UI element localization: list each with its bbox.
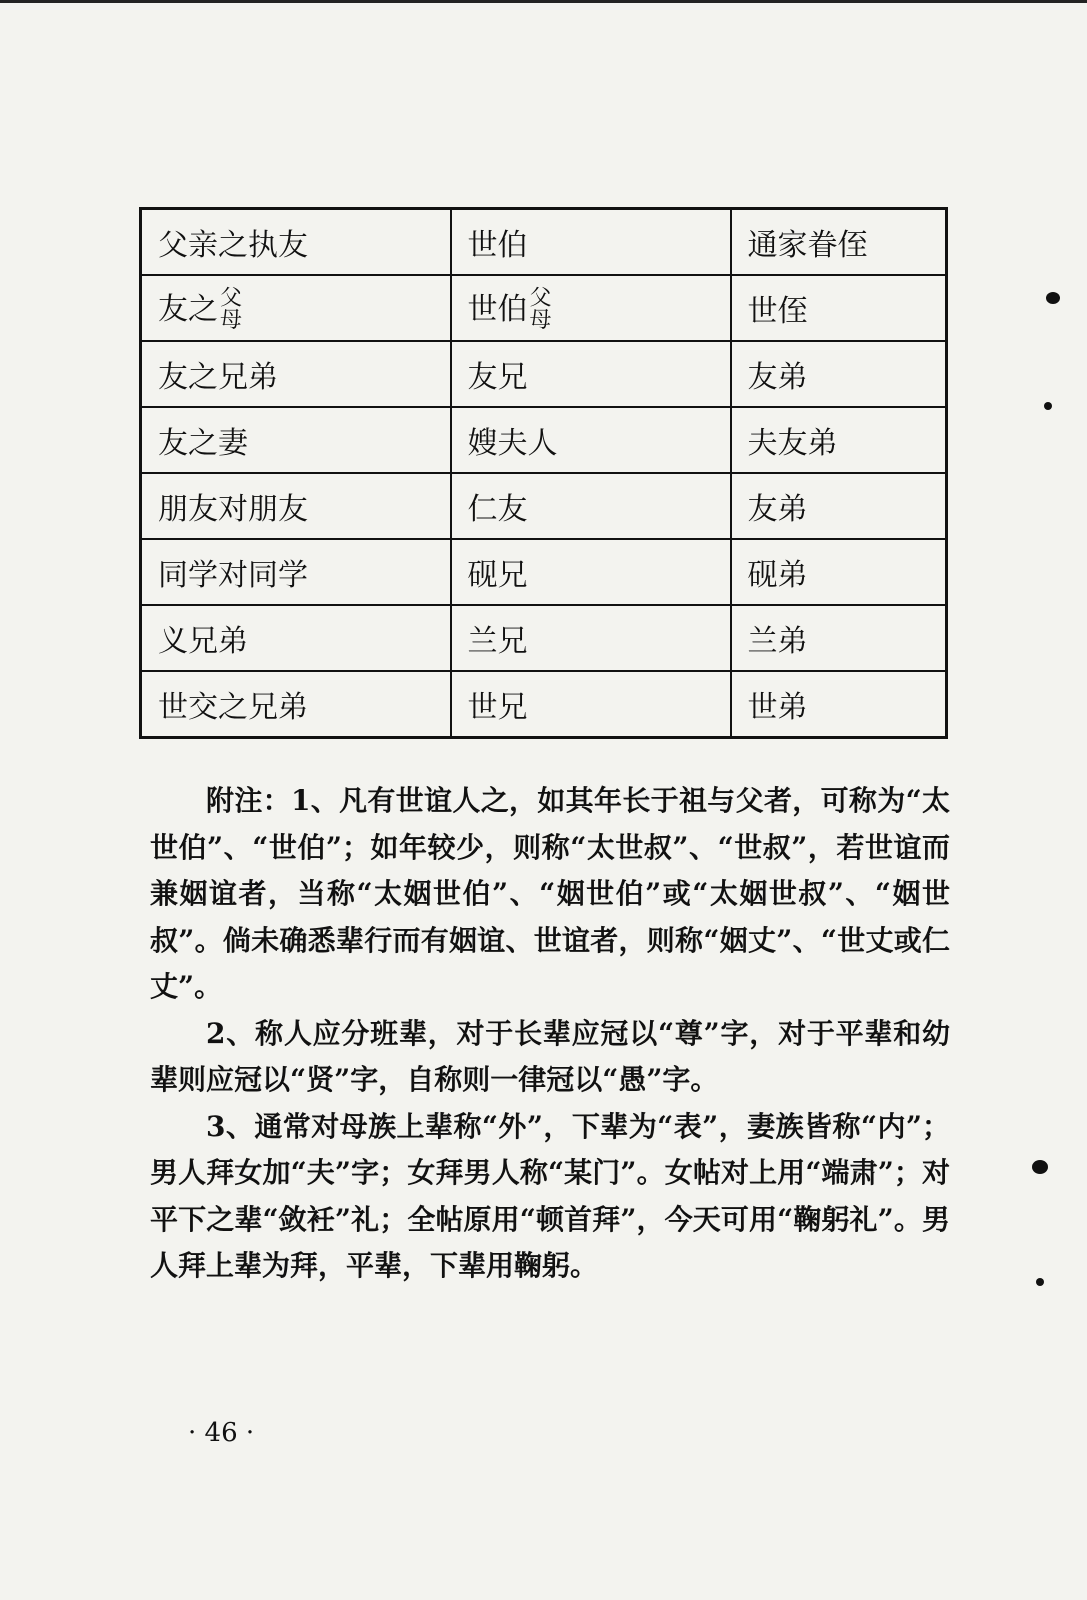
relation-cell: 父亲之执友: [141, 209, 451, 276]
address-term-text: 世伯: [467, 291, 528, 327]
scan-speck: [1032, 1160, 1048, 1174]
note-paragraph-1: 附注：1、凡有世谊人之，如其年长于祖与父者，可称为“太世伯”、“世伯”；如年较少，则称“太世叔”、“世叔”，若世谊而兼姻谊者，当称“太姻世伯”、“姻世伯”或“太姻世叔”、“姻世叔”。倘未确悉辈行而有姻谊、世谊者，则称“姻丈”、“世丈或仁丈”。: [150, 784, 950, 1003]
table-row: [141, 605, 947, 671]
note-paragraph-2: 2、称人应分班辈，对于长辈应冠以“尊”字，对于平辈和幼辈则应冠以“贤”字，自称则一律冠以“愚”字。: [150, 1016, 950, 1096]
address-term-cell: 世伯: [451, 209, 731, 276]
table-row: [141, 539, 947, 605]
self-term-cell: 砚弟: [731, 539, 947, 605]
address-term-cell: [451, 275, 731, 341]
self-term-cell: 友弟: [731, 473, 947, 539]
table-row: [141, 473, 947, 539]
address-term-cell: 世兄: [451, 671, 731, 738]
address-term-cell: 兰兄: [451, 605, 731, 671]
self-term-cell: 夫友弟: [731, 407, 947, 473]
relation-cell: 同学对同学: [141, 539, 451, 605]
table-row: [141, 671, 947, 738]
address-term-cell: 仁友: [451, 473, 731, 539]
relation-text: 友之: [158, 291, 218, 327]
stacked-top: 父: [220, 286, 243, 312]
self-term-cell: 世侄: [731, 275, 947, 341]
relation-cell: 友之妻: [141, 407, 451, 473]
stacked-top: 父: [529, 286, 552, 312]
page-top-edge: [0, 0, 1087, 3]
page-number: · 46 ·: [188, 1418, 255, 1448]
table-row: [141, 341, 947, 407]
relation-cell: 世交之兄弟: [141, 671, 451, 738]
scan-speck: [1046, 292, 1060, 304]
table-row: [141, 407, 947, 473]
scan-speck: [1044, 402, 1052, 410]
stacked-chars: [220, 288, 242, 332]
address-term-cell: 砚兄: [451, 539, 731, 605]
self-term-cell: 世弟: [731, 671, 947, 738]
self-term-cell: 友弟: [731, 341, 947, 407]
address-term-cell: 嫂夫人: [451, 407, 731, 473]
relation-cell: 友之兄弟: [141, 341, 451, 407]
stacked-bottom: 母: [529, 308, 552, 334]
notes-section: [150, 778, 950, 1290]
self-term-cell: 兰弟: [731, 605, 947, 671]
stacked-bottom: 母: [220, 308, 243, 334]
table-row: [141, 209, 947, 276]
table-row: [141, 275, 947, 341]
relation-cell: 义兄弟: [141, 605, 451, 671]
note-paragraph-3: 3、通常对母族上辈称“外”，下辈为“表”，妻族皆称“内”；男人拜女加“夫”字；女拜男人称“某门”。女帖对上用“端肃”；对平下之辈“敛衽”礼；全帖原用“顿首拜”，今天可用“鞠躬礼”。男人拜上辈为拜，平辈，下辈用鞠躬。: [150, 1109, 950, 1282]
address-term-cell: 友兄: [451, 341, 731, 407]
relation-cell: 朋友对朋友: [141, 473, 451, 539]
scan-speck: [1036, 1278, 1044, 1286]
address-terms-table: [139, 207, 948, 739]
stacked-chars: [530, 288, 552, 332]
self-term-cell: 通家眷侄: [731, 209, 947, 276]
relation-cell: [141, 275, 451, 341]
